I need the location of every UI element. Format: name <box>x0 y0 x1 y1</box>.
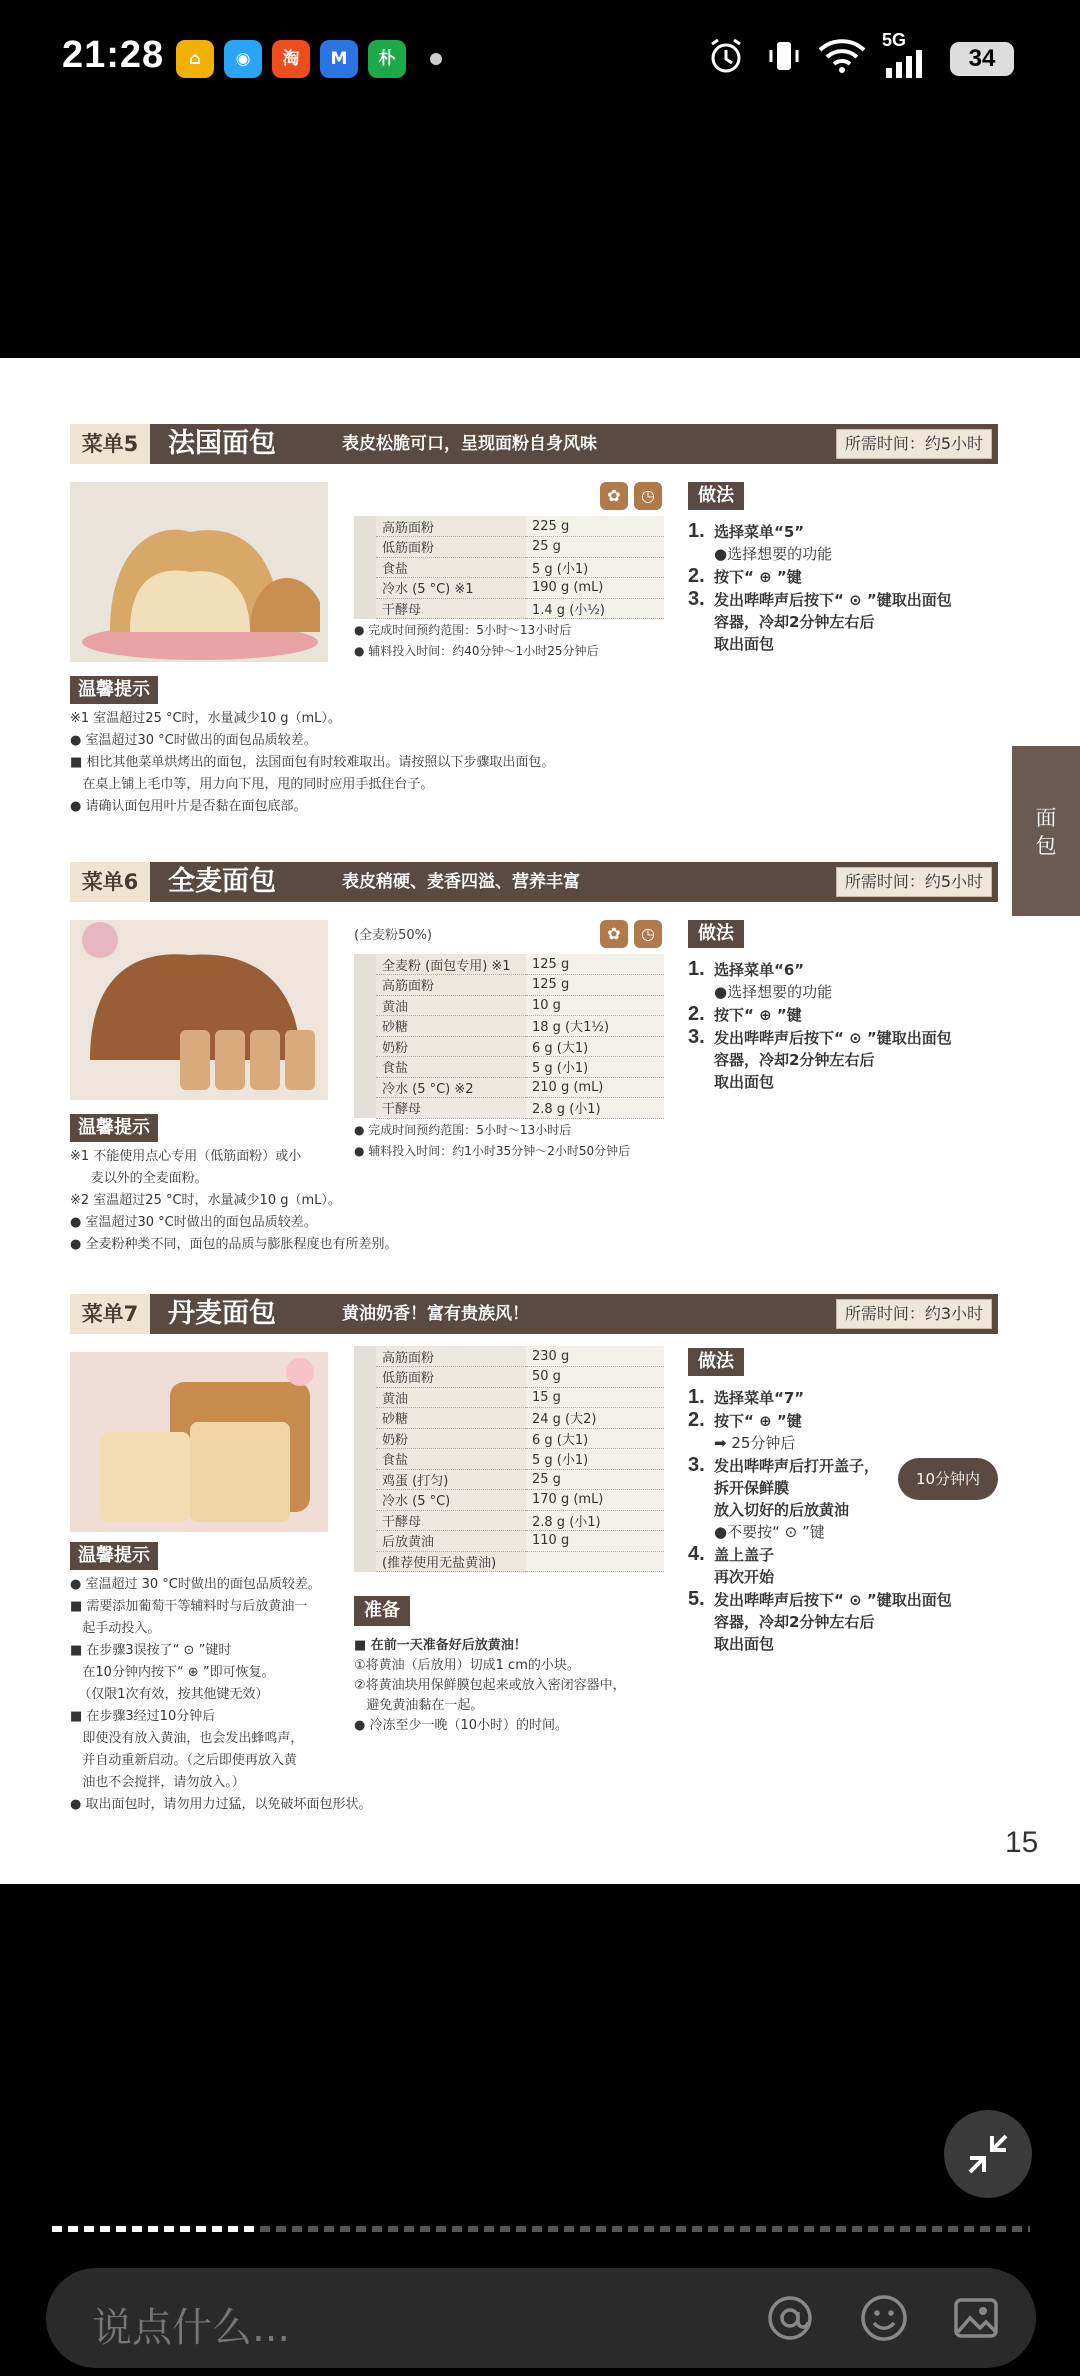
method-step <box>688 633 998 655</box>
ingredient-row <box>376 578 664 599</box>
ten-minutes-bubble: 10分钟内 <box>898 1458 998 1500</box>
tips-heading: 温馨提示 <box>70 676 158 704</box>
ingredient-name: 砂糖 <box>376 1016 526 1037</box>
step-text: ●选择想要的功能 <box>714 983 833 1001</box>
method-step <box>688 958 998 981</box>
step-text: 选择菜单“7” <box>714 1389 805 1407</box>
ingredient-amount: 5 g (小1) <box>526 1057 664 1078</box>
tips-heading: 温馨提示 <box>70 1114 158 1142</box>
progress-segment <box>180 2226 190 2232</box>
menu-number: 菜单6 <box>70 862 150 902</box>
app-green-icon: 朴 <box>368 40 406 78</box>
step-text: 取出面包 <box>714 1073 775 1091</box>
ingredient-row <box>376 1367 664 1388</box>
collapse-button[interactable] <box>944 2110 1032 2198</box>
recipe-header <box>70 862 998 902</box>
tip-line: ※2 室温超过25 °C时，水量减少10 g（mL）。 <box>70 1193 341 1208</box>
progress-segment <box>852 2226 862 2232</box>
ingredient-amount: 5 g (小1) <box>526 1449 664 1470</box>
ingredient-name: 低筋面粉 <box>376 1367 526 1388</box>
step-text: 发出哔哔声后按下“ ⊙ ”键取出面包 <box>714 1029 952 1047</box>
ingredient-row <box>376 516 664 537</box>
step-number: 5. <box>688 1588 705 1610</box>
ingredient-name: 后放黄油 <box>376 1531 526 1552</box>
tip-line: ■ 在步骤3误按了“ ⊙ ”键时 <box>70 1643 232 1658</box>
progress-segment <box>148 2226 158 2232</box>
step-number: 3. <box>688 1026 705 1048</box>
progress-segment <box>676 2226 686 2232</box>
progress-segment <box>564 2226 574 2232</box>
step-text: 放入切好的后放黄油 <box>714 1501 850 1519</box>
ingredient-amount <box>526 1551 664 1572</box>
method-step <box>688 588 998 611</box>
progress-segment <box>100 2226 110 2232</box>
progress-segment <box>628 2226 638 2232</box>
step-number: 2. <box>688 1003 705 1025</box>
method-step <box>688 1566 998 1588</box>
step-text: 容器，冷却2分钟左右后 <box>714 1051 875 1069</box>
ingredient-row <box>376 995 664 1016</box>
ingredient-amount: 1.4 g (小½) <box>526 598 664 619</box>
comment-bar[interactable] <box>46 2268 1036 2368</box>
ingredient-row <box>376 1016 664 1037</box>
timer-icon: ◷ <box>634 920 662 948</box>
tip-line: 在10分钟内按下“ ⊕ ”即可恢复。 <box>70 1665 275 1680</box>
progress-segment <box>116 2226 126 2232</box>
tip-line: ● 室温超过 30 °C时做出的面包品质较差。 <box>70 1577 321 1592</box>
battery-indicator: 34 <box>950 42 1014 76</box>
ingredient-amount: 6 g (大1) <box>526 1428 664 1449</box>
ingredient-name: 高筋面粉 <box>376 975 526 996</box>
progress-segment <box>420 2226 430 2232</box>
ingredient-amount: 18 g (大1½) <box>526 1016 664 1037</box>
step-text: 拆开保鲜膜 <box>714 1479 790 1497</box>
raisin-icon: ✿ <box>600 482 628 510</box>
network-type: 5G <box>882 30 907 50</box>
method-step <box>688 1499 998 1521</box>
image-icon[interactable] <box>950 2292 1002 2344</box>
progress-segment <box>884 2226 894 2232</box>
tip-line: 油也不会搅拌，请勿放入。） <box>70 1775 245 1790</box>
prep-list <box>354 1636 684 1736</box>
recipe-header <box>70 424 998 464</box>
mention-icon[interactable] <box>764 2292 816 2344</box>
prep-line: ①将黄油（后放用）切成1 cm的小块。 <box>354 1658 580 1673</box>
ingredient-amount: 25 g <box>526 537 664 558</box>
prep-heading: 准备 <box>354 1596 410 1626</box>
method-step <box>688 1521 998 1543</box>
required-time: 所需时间：约3小时 <box>836 1299 992 1329</box>
comment-input[interactable]: 说点什么... <box>92 2305 291 2351</box>
ingredient-row <box>376 1510 664 1531</box>
step-number: 4. <box>688 1543 705 1565</box>
ingredient-row <box>376 1346 664 1367</box>
ingredient-name: 冷水 (5 °C) <box>376 1490 526 1511</box>
tip-line: 在桌上铺上毛巾等，用力向下甩，甩的同时应用手抵住台子。 <box>70 777 434 792</box>
app-blue-icon: ◉ <box>224 40 262 78</box>
signal-icon <box>884 50 928 85</box>
method-step <box>688 565 998 588</box>
ingredient-row <box>376 1469 664 1490</box>
collapse-icon <box>944 2110 1032 2198</box>
note-line: ● 辅料投入时间：约40分钟～1小时25分钟后 <box>354 644 599 658</box>
progress-segment <box>212 2226 222 2232</box>
progress-segment <box>804 2226 814 2232</box>
ingredient-row <box>376 1036 664 1057</box>
app-yellow-icon: ⌂ <box>176 40 214 78</box>
recipe-title: 全麦面包 <box>168 866 276 897</box>
ingredient-row <box>376 1387 664 1408</box>
ingredient-amount: 2.8 g (小1) <box>526 1510 664 1531</box>
method-step <box>688 981 998 1003</box>
method-step <box>688 611 998 633</box>
status-bar <box>0 0 1080 120</box>
progress-segment <box>596 2226 606 2232</box>
tips-heading: 温馨提示 <box>70 1542 158 1570</box>
prep-line: ②将黄油块用保鲜膜包起来或放入密闭容器中， <box>354 1678 626 1693</box>
ingredient-row <box>376 1531 664 1552</box>
ingredient-amount: 225 g <box>526 516 664 537</box>
ingredient-name: 砂糖 <box>376 1408 526 1429</box>
image-progress-bar[interactable] <box>52 2226 1030 2232</box>
progress-segment <box>948 2226 958 2232</box>
progress-segment <box>980 2226 990 2232</box>
step-number: 3. <box>688 588 705 610</box>
step-text: ●不要按“ ⊙ ”键 <box>714 1523 825 1541</box>
progress-segment <box>772 2226 782 2232</box>
ingredient-name: 食盐 <box>376 557 526 578</box>
ingredient-row <box>376 954 664 975</box>
required-time: 所需时间：约5小时 <box>836 429 992 459</box>
recipe-subtitle: 黄油奶香！富有贵族风！ <box>342 1304 529 1324</box>
taobao-icon: 淘 <box>272 40 310 78</box>
ingredients-table <box>354 954 664 1118</box>
progress-segment <box>660 2226 670 2232</box>
step-text: ●选择想要的功能 <box>714 545 833 563</box>
bread-section-tab[interactable] <box>1012 746 1080 916</box>
progress-segment <box>356 2226 366 2232</box>
progress-segment <box>388 2226 398 2232</box>
bread-photo <box>70 482 328 662</box>
ingredient-name: 奶粉 <box>376 1428 526 1449</box>
ingredient-name: 冷水 (5 °C) ※1 <box>376 578 526 599</box>
side-tab-label: 面包 <box>1035 806 1057 858</box>
method-step <box>688 543 998 565</box>
ingredient-amount: 5 g (小1) <box>526 557 664 578</box>
tip-line: ■ 在步骤3经过10分钟后 <box>70 1709 216 1724</box>
ingredient-name: 干酵母 <box>376 598 526 619</box>
ingredient-name: 干酵母 <box>376 1510 526 1531</box>
progress-segment <box>900 2226 910 2232</box>
progress-segment <box>52 2226 62 2232</box>
ingredient-amount: 170 g (mL) <box>526 1490 664 1511</box>
clock: 21:28 <box>62 34 165 76</box>
recipe-6 <box>70 862 998 1262</box>
progress-segment <box>996 2226 1006 2232</box>
tip-line: 并自动重新启动。（之后即使再放入黄 <box>70 1753 297 1768</box>
progress-segment <box>516 2226 526 2232</box>
step-text: 发出哔哔声后打开盖子， <box>714 1457 880 1475</box>
recipe-5 <box>70 424 998 824</box>
progress-segment <box>84 2226 94 2232</box>
required-time: 所需时间：约5小时 <box>836 867 992 897</box>
mail-icon: M <box>320 40 358 78</box>
raisin-icon: ✿ <box>600 920 628 948</box>
method-step <box>688 1611 998 1633</box>
progress-segment <box>324 2226 334 2232</box>
tip-line: 即使没有放入黄油，也会发出蜂鸣声， <box>70 1731 304 1746</box>
progress-segment <box>68 2226 78 2232</box>
step-number: 2. <box>688 565 705 587</box>
method-heading: 做法 <box>688 482 744 510</box>
method-step <box>688 1633 998 1655</box>
progress-segment <box>452 2226 462 2232</box>
tip-line: ■ 相比其他菜单烘烤出的面包，法国面包有时较难取出。请按照以下步骤取出面包。 <box>70 755 555 770</box>
recipe-title: 法国面包 <box>168 428 276 459</box>
tip-line: ● 室温超过30 °C时做出的面包品质较差。 <box>70 1215 317 1230</box>
ingredient-row <box>376 1077 664 1098</box>
recipe-subtitle: 表皮松脆可口，呈现面粉自身风味 <box>342 434 597 454</box>
recipe-title: 丹麦面包 <box>168 1298 276 1329</box>
ingredient-row <box>376 1551 664 1572</box>
page-number: 15 <box>1005 1826 1039 1859</box>
step-number: 1. <box>688 1386 705 1408</box>
step-text: 按下“ ⊕ ”键 <box>714 1412 802 1430</box>
ingredient-name: 鸡蛋 (打匀) <box>376 1469 526 1490</box>
progress-segment <box>1028 2226 1030 2232</box>
prep-line: ■ 在前一天准备好后放黄油！ <box>354 1638 527 1653</box>
progress-segment <box>788 2226 798 2232</box>
progress-segment <box>228 2226 238 2232</box>
tip-line: 起手动投入。 <box>70 1621 161 1636</box>
progress-segment <box>132 2226 142 2232</box>
step-text: 取出面包 <box>714 635 775 653</box>
tip-line: ● 取出面包时，请勿用力过猛，以免破坏面包形状。 <box>70 1797 372 1812</box>
ingredient-row <box>376 1057 664 1078</box>
step-text: 盖上盖子 <box>714 1546 775 1564</box>
note-line: ● 完成时间预约范围：5小时～13小时后 <box>354 623 572 637</box>
progress-segment <box>292 2226 302 2232</box>
ingredient-row <box>376 975 664 996</box>
bread-photo <box>70 1352 328 1532</box>
progress-segment <box>532 2226 542 2232</box>
ingredient-row <box>376 598 664 619</box>
tip-line: ■ 需要添加葡萄干等辅料时与后放黄油一 <box>70 1599 308 1614</box>
progress-segment <box>308 2226 318 2232</box>
manual-page <box>0 358 1080 1884</box>
ingredient-amount: 25 g <box>526 1469 664 1490</box>
progress-segment <box>692 2226 702 2232</box>
progress-segment <box>196 2226 206 2232</box>
tip-line: 麦以外的全麦面粉。 <box>70 1171 208 1186</box>
progress-segment <box>484 2226 494 2232</box>
progress-segment <box>468 2226 478 2232</box>
progress-segment <box>1012 2226 1022 2232</box>
ingredient-amount: 6 g (大1) <box>526 1036 664 1057</box>
method-step <box>688 520 998 543</box>
ingredient-amount: 110 g <box>526 1531 664 1552</box>
ingredient-name: 食盐 <box>376 1057 526 1078</box>
tips-list <box>70 1146 670 1256</box>
progress-segment <box>724 2226 734 2232</box>
progress-segment <box>500 2226 510 2232</box>
ingredient-name: 高筋面粉 <box>376 516 526 537</box>
ingredient-name: 全麦粉 (面包专用) ※1 <box>376 954 526 975</box>
progress-segment <box>932 2226 942 2232</box>
tip-line: ※1 室温超过25 °C时，水量减少10 g（mL）。 <box>70 711 341 726</box>
tip-line: （仅限1次有效，按其他键无效） <box>70 1687 269 1702</box>
ingredient-amount: 125 g <box>526 954 664 975</box>
recipe-header <box>70 1294 998 1334</box>
method-step <box>688 1432 998 1454</box>
step-number: 1. <box>688 520 705 542</box>
ingredient-row <box>376 537 664 558</box>
prep-line: 避免黄油黏在一起。 <box>354 1698 484 1713</box>
step-text: 容器，冷却2分钟左右后 <box>714 1613 875 1631</box>
progress-segment <box>708 2226 718 2232</box>
note-line: ● 辅料投入时间：约1小时35分钟～2小时50分钟后 <box>354 1144 631 1158</box>
whole-wheat-ratio: (全麦粉50%) <box>354 928 433 943</box>
method-step <box>688 1409 998 1432</box>
recipe-subtitle: 表皮稍硬、麦香四溢、营养丰富 <box>342 872 580 892</box>
ingredient-amount: 125 g <box>526 975 664 996</box>
step-number: 3. <box>688 1454 705 1476</box>
ingredients-table <box>354 1346 664 1572</box>
progress-segment <box>644 2226 654 2232</box>
timer-icon: ◷ <box>634 482 662 510</box>
step-text: 发出哔哔声后按下“ ⊙ ”键取出面包 <box>714 1591 952 1609</box>
method-heading: 做法 <box>688 920 744 948</box>
method-step <box>688 1049 998 1071</box>
progress-segment <box>612 2226 622 2232</box>
ingredient-name: 黄油 <box>376 995 526 1016</box>
ingredient-row <box>376 1490 664 1511</box>
ingredient-name: (推荐使用无盐黄油) <box>376 1551 526 1572</box>
tip-line: ● 室温超过30 °C时做出的面包品质较差。 <box>70 733 317 748</box>
ingredient-name: 食盐 <box>376 1449 526 1470</box>
ingredient-name: 黄油 <box>376 1387 526 1408</box>
step-text: 再次开始 <box>714 1568 775 1586</box>
vibrate-icon <box>764 36 804 83</box>
step-text: 容器，冷却2分钟左右后 <box>714 613 875 631</box>
progress-segment <box>244 2226 254 2232</box>
ingredient-row <box>376 1408 664 1429</box>
ingredient-amount: 210 g (mL) <box>526 1077 664 1098</box>
progress-segment <box>436 2226 446 2232</box>
ingredient-name: 冷水 (5 °C) ※2 <box>376 1077 526 1098</box>
progress-segment <box>260 2226 270 2232</box>
method-step <box>688 1386 998 1409</box>
method-step <box>688 1026 998 1049</box>
step-text: 选择菜单“6” <box>714 961 805 979</box>
menu-number: 菜单7 <box>70 1294 150 1334</box>
ingredient-row <box>376 1428 664 1449</box>
ingredient-amount: 24 g (大2) <box>526 1408 664 1429</box>
tips-list <box>70 1574 372 1816</box>
ingredient-name: 奶粉 <box>376 1036 526 1057</box>
ingredient-row <box>376 1449 664 1470</box>
wifi-icon <box>816 36 868 83</box>
progress-segment <box>820 2226 830 2232</box>
ingredient-name: 低筋面粉 <box>376 537 526 558</box>
ingredient-amount: 2.8 g (小1) <box>526 1098 664 1119</box>
progress-segment <box>164 2226 174 2232</box>
progress-segment <box>916 2226 926 2232</box>
ingredient-amount: 10 g <box>526 995 664 1016</box>
bread-photo <box>70 920 328 1100</box>
step-text: ➡ 25分钟后 <box>714 1434 796 1452</box>
ingredient-row <box>376 557 664 578</box>
progress-segment <box>404 2226 414 2232</box>
method-steps <box>688 1386 998 1655</box>
time-notes <box>354 620 598 662</box>
progress-segment <box>548 2226 558 2232</box>
tip-line: ※1 不能使用点心专用（低筋面粉）或小 <box>70 1149 302 1164</box>
method-heading: 做法 <box>688 1348 744 1376</box>
recipe-7 <box>70 1294 998 1814</box>
emoji-icon[interactable] <box>858 2292 910 2344</box>
progress-segment <box>276 2226 286 2232</box>
ingredient-amount: 15 g <box>526 1387 664 1408</box>
progress-segment <box>580 2226 590 2232</box>
ingredient-row <box>376 1098 664 1119</box>
progress-segment <box>836 2226 846 2232</box>
ingredients-table <box>354 516 664 619</box>
step-text: 按下“ ⊕ ”键 <box>714 568 802 586</box>
more-notifications-dot <box>430 53 442 65</box>
alarm-icon <box>706 36 746 83</box>
step-number: 2. <box>688 1409 705 1431</box>
ingredient-name: 干酵母 <box>376 1098 526 1119</box>
method-step <box>688 1071 998 1093</box>
menu-number: 菜单5 <box>70 424 150 464</box>
tips-list <box>70 708 670 818</box>
step-number: 1. <box>688 958 705 980</box>
progress-segment <box>340 2226 350 2232</box>
ingredient-amount: 190 g (mL) <box>526 578 664 599</box>
method-steps <box>688 958 998 1093</box>
progress-segment <box>740 2226 750 2232</box>
ingredient-amount: 50 g <box>526 1367 664 1388</box>
step-text: 取出面包 <box>714 1635 775 1653</box>
step-text: 发出哔哔声后按下“ ⊙ ”键取出面包 <box>714 591 952 609</box>
ingredient-name: 高筋面粉 <box>376 1346 526 1367</box>
progress-segment <box>964 2226 974 2232</box>
tip-line: ● 请确认面包用叶片是否黏在面包底部。 <box>70 799 307 814</box>
step-text: 按下“ ⊕ ”键 <box>714 1006 802 1024</box>
ingredient-amount: 230 g <box>526 1346 664 1367</box>
progress-segment <box>372 2226 382 2232</box>
method-step <box>688 1543 998 1566</box>
note-line: ● 完成时间预约范围：5小时～13小时后 <box>354 1123 572 1137</box>
method-step <box>688 1588 998 1611</box>
progress-segment <box>756 2226 766 2232</box>
prep-line: ● 冷冻至少一晚（10小时）的时间。 <box>354 1718 569 1733</box>
method-step <box>688 1003 998 1026</box>
method-steps <box>688 520 998 655</box>
progress-segment <box>868 2226 878 2232</box>
tip-line: ● 全麦粉种类不同，面包的品质与膨胀程度也有所差别。 <box>70 1237 398 1252</box>
step-text: 选择菜单“5” <box>714 523 805 541</box>
